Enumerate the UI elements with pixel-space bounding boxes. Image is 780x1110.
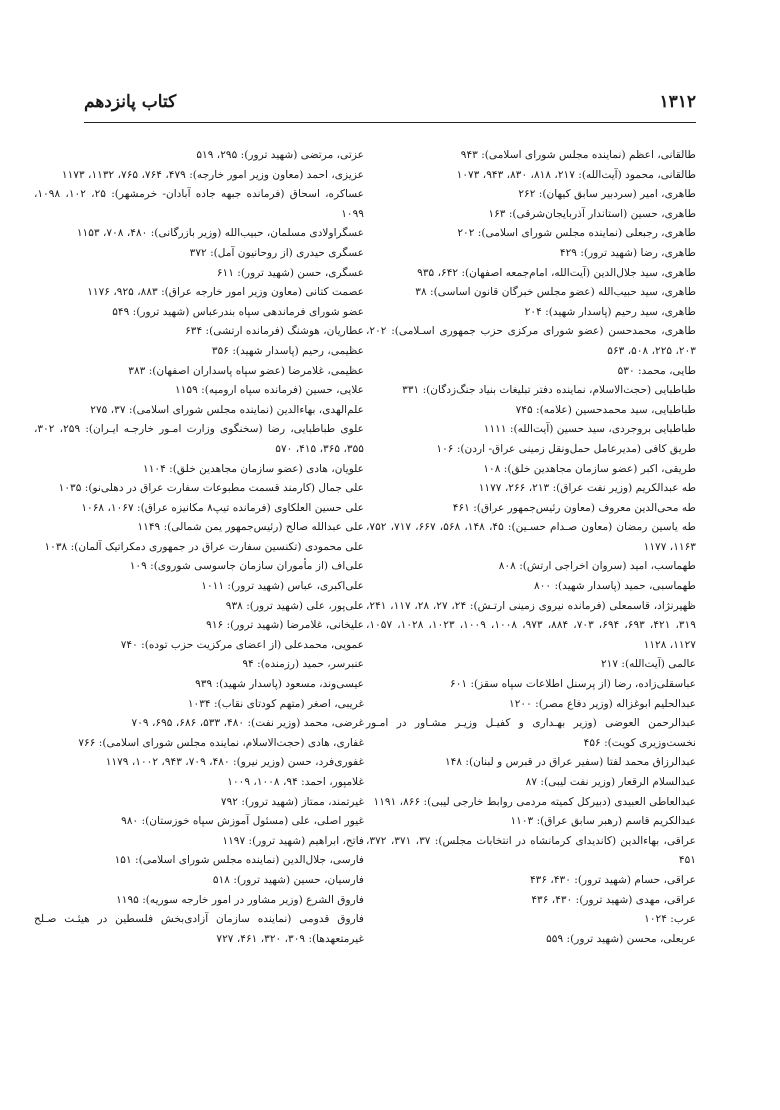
header-divider [84, 122, 696, 123]
index-entry: عظیمی، رحیم (پاسدار شهید): ۳۵۶ [211, 344, 364, 357]
index-entry: ظهیرنژاد، قاسمعلی (فرمانده نیروی زمینی ارتـش): ۲۴، ۲۷، ۲۸، ۱۱۷، ۲۴۱، ۳۱۹، ۴۲۱، ۶۹۳، ۶۹۴، ۷۰۳، ۸۸۴، ۹۷۳، ۱۰۰۸، ۱۰۰۹، ۱۰۲۳، ۱۰۲۸، ۱۰۵۷، ۱۱۲۷، ۱۱۲۸ [366, 599, 696, 651]
index-entry: علیخانی، غلامرضا (شهید ترور): ۹۱۶ [206, 619, 364, 632]
index-entry: عراقی، مهدی (شهید ترور): ۴۳۰، ۴۳۶ [531, 893, 696, 906]
index-entry: فاتح، ابراهیم (شهید ترور): ۱۱۹۷ [222, 834, 364, 847]
index-entry: عبدالرزاق محمد لفتا (سفیر عراق در قبرس و لبنان): ۱۴۸ [444, 756, 696, 769]
index-entry: علوی طباطبایی، رضا (سخنگوی وزارت امـور خارجـه ایـران): ۲۵۹، ۳۰۲، ۳۵۵، ۳۶۵، ۴۱۵، ۵۷۰ [34, 423, 364, 455]
book-title: کتاب پانزدهم [84, 92, 177, 112]
index-entry: طباطبایی، سید محمدحسین (علامه): ۷۴۵ [515, 403, 696, 416]
index-entry: عسگراولادی مسلمان، حبیب‌الله (وزیر بازرگانی): ۴۸۰، ۷۰۸، ۱۱۵۳ [76, 227, 364, 240]
page-header [84, 84, 696, 118]
index-entry: طهماسبی، حمید (پاسدار شهید): ۸۰۰ [534, 580, 696, 593]
index-entry: علویان، هادی (عضو سازمان مجاهدین خلق): ۱۱۰۴ [143, 462, 364, 475]
index-entry: طاهری، حسین (استاندار آذربایجان‌شرقی): ۱۶۳ [488, 207, 696, 220]
index-entry: طه محی‌الدین معروف (معاون رئیس‌جمهور عراق): ۴۶۱ [452, 501, 696, 514]
index-entry: عطاریان، هوشنگ (فرمانده ارتشی): ۶۳۴ [185, 325, 364, 338]
index-entry: عزتی، مرتضی (شهید ترور): ۲۹۵، ۵۱۹ [196, 149, 364, 161]
index-entry: غفوری‌فرد، حسن (وزیر نیرو): ۴۸۰، ۷۰۹، ۹۴۳، ۱۰۰۲، ۱۱۷۹ [105, 756, 364, 769]
index-entry: طباطبایی بروجردی، سید حسین (آیت‌الله): ۱۱۱۱ [483, 423, 696, 436]
index-entry: عباسقلی‌زاده، رضا (از پرسنل اطلاعات سپاه سقز): ۶۰۱ [450, 678, 696, 691]
index-entry: عبدالحلیم ابوغزاله (وزیر دفاع مصر): ۱۲۰۰ [509, 697, 696, 710]
index-entry: عالمی (آیت‌الله): ۲۱۷ [600, 658, 696, 671]
index-entry: طایی، محمد: ۵۳۰ [617, 364, 696, 377]
index-entry: غیور اصلی، علی (مسئول آموزش سپاه خوزستان): ۹۸۰ [121, 815, 364, 828]
index-column-right [366, 146, 696, 949]
index-entry: علی‌اکبری، عباس (شهید ترور): ۱۰۱۱ [201, 580, 364, 593]
index-entry: عظیمی، غلامرضا (عضو سپاه پاسداران اصفهان): ۳۸۳ [128, 364, 364, 377]
index-entry: عضو شورای فرماندهی سپاه بندرعباس (شهید ترور): ۵۴۹ [112, 305, 364, 318]
index-entry: طاهری، محمدحسن (عضو شورای مرکزی حزب جمهوری اسـلامی): ۲۰۲، ۲۰۳، ۲۲۵، ۵۰۸، ۵۶۳ [366, 325, 696, 357]
index-entry: عراقی، بهاءالدین (کاندیدای کرمانشاه در انتخابات مجلس): ۳۷، ۳۷۱، ۳۷۲، ۴۵۱ [366, 834, 696, 867]
index-entry: فاروق الشرع (وزیر مشاور در امور خارجه سوریه): ۱۱۹۵ [116, 893, 364, 906]
index-entry: طریقی، اکبر (عضو سازمان مجاهدین خلق): ۱۰۸ [483, 462, 696, 475]
index-entry: عبدالعاطی العبیدی (دبیرکل کمیته مردمی روابط خارجی لیبی): ۸۶۶، ۱۱۹۱ [373, 795, 696, 808]
index-entry: طالقانی، اعظم (نماینده مجلس شورای اسلامی): ۹۴۳ [460, 149, 696, 161]
index-entry: طاهری، امیر (سردبیر سابق کیهان): ۲۶۲ [518, 188, 696, 201]
index-entry: غریبی، اصغر (متهم کودتای نقاب): ۱۰۳۴ [187, 697, 364, 710]
index-entry: عربعلی، محسن (شهید ترور): ۵۵۹ [546, 932, 696, 945]
index-entry: طاهری، سید حبیب‌الله (عضو مجلس خبرگان قانون اساسی): ۳۸ [415, 286, 696, 299]
index-entry: عسگری حیدری (از روحانیون آمل): ۳۷۲ [189, 246, 364, 259]
index-entry: علی عبدالله صالح (رئیس‌جمهور یمن شمالی): ۱۱۴۹ [137, 521, 364, 534]
index-entry: عمویی، محمدعلی (از اعضای مرکزیت حزب توده): ۷۴۰ [120, 638, 364, 651]
index-entry: طهماسب، امید (سروان اخراجی ارتش): ۸۰۸ [498, 560, 696, 573]
index-entry: طالقانی، محمود (آیت‌الله): ۲۱۷، ۸۱۸، ۸۳۰، ۹۴۳، ۱۰۷۳ [456, 168, 696, 181]
index-entry: عبدالکریم قاسم (رهبر سابق عراق): ۱۱۰۳ [510, 815, 696, 828]
index-entry: علی‌پور، علی (شهید ترور): ۹۳۸ [225, 599, 364, 612]
index-entry: غرضی، محمد (وزیر نفت): ۴۸۰، ۵۳۳، ۶۸۶، ۶۹۵، ۷۰۹ [131, 717, 364, 730]
index-entry: علی‌اف (از مأموران سازمان جاسوسی شوروی): ۱۰۹ [129, 560, 364, 573]
index-entry: غیرتمند، ممتاز (شهید ترور): ۷۹۲ [220, 795, 364, 808]
index-entry: طباطبایی (حجت‌الاسلام، نماینده دفتر تبلیغات بنیاد جنگ‌زدگان): ۳۳۱ [402, 384, 696, 397]
index-entry: عسگری، حسن (شهید ترور): ۶۱۱ [216, 266, 364, 279]
index-column-left [34, 146, 364, 949]
index-entry: علی حسین العلکاوی (فرمانده تیپ۸ مکانیزه عراق): ۱۰۶۷، ۱۰۶۸ [81, 501, 364, 514]
index-entry: علم‌الهدی، بهاءالدین (نماینده مجلس شورای اسلامی): ۳۷، ۲۷۵ [90, 403, 364, 416]
index-entry: علایی، حسین (فرمانده سپاه ارومیه): ۱۱۵۹ [175, 384, 364, 397]
page-number: ۱۳۱۲ [659, 92, 696, 112]
index-entry: طاهری، رضا (شهید ترور): ۴۲۹ [559, 246, 696, 259]
index-entry: علی جمال (کارمند قسمت مطبوعات سفارت عراق در دهلی‌نو): ۱۰۳۵ [58, 482, 364, 495]
index-entry: طه عبدالکریم (وزیر نفت عراق): ۲۱۳، ۲۶۶، ۱۱۷۷ [478, 482, 696, 495]
index-entry: طریق کافی (مدیرعامل حمل‌ونقل زمینی عراق- اردن): ۱۰۶ [436, 442, 696, 455]
index-entry: طاهری، رجبعلی (نماینده مجلس شورای اسلامی): ۲۰۲ [457, 227, 696, 240]
index-entry: عبدالسلام الرقعار (وزیر نفت لیبی): ۸۷ [525, 776, 696, 788]
index-entry: عراقی، حسام (شهید ترور): ۴۳۰، ۴۳۶ [529, 873, 696, 886]
index-entry: عزیزی، احمد (معاون وزیر امور خارجه): ۴۷۹، ۷۶۴، ۷۶۵، ۱۱۳۲، ۱۱۷۳ [61, 168, 364, 181]
index-entry: عنبرسر، حمید (رزمنده): ۹۴ [242, 658, 364, 671]
index-entry: علی محمودی (تکنسین سفارت عراق در جمهوری دمکراتیک آلمان): ۱۰۳۸ [44, 540, 364, 553]
index-entry: عیسی‌وند، مسعود (پاسدار شهید): ۹۳۹ [195, 678, 364, 691]
index-entry: طاهری، سید رحیم (پاسدار شهید): ۲۰۴ [524, 305, 696, 318]
index-entry: عصمت کتانی (معاون وزیر امور خارجه عراق): ۸۸۳، ۹۲۵، ۱۱۷۶ [87, 286, 364, 299]
index-entry: عرب: ۱۰۲۴ [644, 913, 696, 926]
index-entry: غلامپور، احمد: ۹۴، ۱۰۰۸، ۱۰۰۹ [227, 776, 364, 788]
index-entry: غفاری، هادی (حجت‌الاسلام، نماینده مجلس شورای اسلامی): ۷۶۶ [78, 736, 364, 749]
index-entry: فارسی، جلال‌الدین (نماینده مجلس شورای اسلامی): ۱۵۱ [114, 854, 364, 867]
index-entry: طه یاسین رمضان (معاون صـدام حسـین): ۴۵، ۱۴۸، ۵۶۸، ۶۶۷، ۷۱۷، ۷۵۲، ۱۱۶۳، ۱۱۷۷ [366, 521, 696, 553]
index-entry: عساکره، اسحاق (فرمانده جبهه جاده آبادان- خرمشهر): ۲۵، ۱۰۲، ۱۰۹۸، ۱۰۹۹ [34, 188, 364, 220]
index-entry: عبدالرحمن العوضی (وزیر بهـداری و کفیـل وزیـر مشـاور در امـور نخست‌وزیری کویت): ۴۵۶ [366, 717, 696, 749]
index-entry: فارسیان، حسین (شهید ترور): ۵۱۸ [212, 873, 364, 886]
index-entry: طاهری، سید جلال‌الدین (آیت‌الله، امام‌جمعه اصفهان): ۶۴۲، ۹۳۵ [417, 266, 696, 279]
index-entry: فاروق قدومی (نماینده سازمان آزادی‌بخش فلسطین در هیئـت صـلح غیرمتعهدها): ۳۰۹، ۳۲۰، ۴۶۱، ۷۲۷ [34, 913, 364, 945]
